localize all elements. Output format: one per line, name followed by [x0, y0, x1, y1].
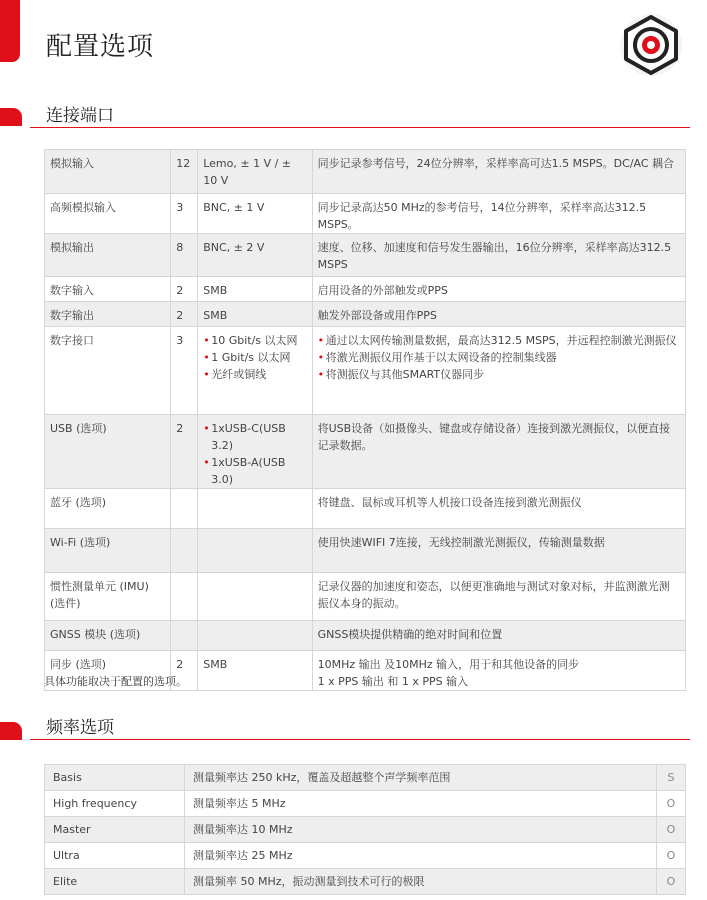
port-count-cell: 2: [171, 277, 198, 302]
table-row: [45, 194, 686, 234]
port-count-cell: 3: [171, 194, 198, 234]
spec-line: SMB: [203, 284, 228, 297]
port-spec-cell: [198, 651, 312, 691]
freq-name-cell: Basis: [45, 765, 185, 791]
port-name-cell: 数字输入: [45, 277, 171, 302]
port-name-cell: USB (选项): [45, 415, 171, 489]
desc-bullet-item: • 将测振仪与其他SMART仪器同步: [318, 366, 680, 383]
table-row: [45, 415, 686, 489]
port-spec-cell: [198, 415, 312, 489]
section-divider: [30, 127, 690, 128]
port-desc-cell: [312, 327, 685, 415]
table-row: [45, 621, 686, 651]
port-name-cell: 高频模拟输入: [45, 194, 171, 234]
port-name-cell: 同步 (选项): [45, 651, 171, 691]
freq-name-cell: Ultra: [45, 843, 185, 869]
port-spec-cell: [198, 327, 312, 415]
port-name-cell: 数字接口: [45, 327, 171, 415]
port-name-cell: 模拟输出: [45, 234, 171, 277]
port-count-cell: 2: [171, 415, 198, 489]
port-name-cell: 惯性测量单元 (IMU) (选件): [45, 573, 171, 621]
port-count-cell: 8: [171, 234, 198, 277]
spec-line: SMB: [203, 309, 228, 322]
port-spec-cell: [198, 234, 312, 277]
section-divider: [30, 739, 690, 740]
section-title-freq: 频率选项: [46, 718, 114, 738]
port-spec-cell: [198, 621, 312, 651]
port-desc-cell: [312, 651, 685, 691]
port-desc-cell: [312, 529, 685, 573]
port-spec-cell: [198, 573, 312, 621]
desc-line: 速度、位移、加速度和信号发生器输出，16位分辨率，采样率高达312.5 MSPS: [317, 241, 672, 271]
freq-name-cell: High frequency: [45, 791, 185, 817]
freq-name-cell: Master: [45, 817, 185, 843]
table-row: [45, 869, 686, 895]
table-row: [45, 573, 686, 621]
port-count-cell: 2: [171, 302, 198, 327]
spec-bullet-item: • 1xUSB-C(USB 3.2): [203, 420, 306, 454]
port-count-cell: [171, 529, 198, 573]
freq-desc-cell: 测量频率达 10 MHz: [185, 817, 657, 843]
port-desc-cell: [312, 194, 685, 234]
spec-line: SMB: [203, 658, 228, 671]
desc-line: 同步记录高达50 MHz的参考信号，14位分辨率，采样率高达312.5 MSPS。: [317, 201, 647, 231]
lens-target-icon: [619, 13, 683, 77]
red-corner-tab: [0, 0, 20, 62]
port-desc-cell: [312, 277, 685, 302]
table-row: [45, 234, 686, 277]
freq-desc-cell: 测量频率 50 MHz，振动测量到技术可行的极限: [185, 869, 657, 895]
freq-name-cell: Elite: [45, 869, 185, 895]
table-row: [45, 791, 686, 817]
page-title: 配置选项: [46, 32, 155, 62]
port-desc-cell: [312, 489, 685, 529]
port-desc-cell: [312, 150, 685, 194]
table-row: [45, 277, 686, 302]
port-count-cell: [171, 621, 198, 651]
desc-line: 触发外部设备或用作PPS: [317, 309, 437, 322]
port-desc-cell: [312, 234, 685, 277]
frequency-table: [44, 764, 686, 895]
table-row: [45, 843, 686, 869]
desc-line: GNSS模块提供精确的绝对时间和位置: [317, 628, 503, 641]
spec-bullet-item: • 1 Gbit/s 以太网: [203, 349, 306, 366]
freq-mark-cell: O: [657, 817, 686, 843]
port-count-cell: [171, 573, 198, 621]
desc-bullet-item: • 通过以太网传输测量数据，最高达312.5 MSPS，并远程控制激光测振仪: [318, 332, 680, 349]
table-row: [45, 150, 686, 194]
table-row: [45, 765, 686, 791]
freq-desc-cell: 测量频率达 5 MHz: [185, 791, 657, 817]
desc-bullet-item: • 将激光测振仪用作基于以太网设备的控制集线器: [318, 349, 680, 366]
desc-line: 启用设备的外部触发或PPS: [317, 284, 448, 297]
port-name-cell: 蓝牙 (选项): [45, 489, 171, 529]
port-desc-cell: [312, 621, 685, 651]
freq-mark-cell: S: [657, 765, 686, 791]
freq-mark-cell: O: [657, 843, 686, 869]
spec-line: BNC, ± 1 V: [203, 201, 265, 214]
table-row: [45, 327, 686, 415]
port-spec-cell: [198, 150, 312, 194]
port-name-cell: Wi-Fi (选项): [45, 529, 171, 573]
port-spec-cell: [198, 489, 312, 529]
port-name-cell: GNSS 模块 (选项): [45, 621, 171, 651]
spec-bullet-item: • 1xUSB-A(USB 3.0): [203, 454, 306, 488]
desc-line: 同步记录参考信号，24位分辨率，采样率高可达1.5 MSPS。DC/AC 耦合: [317, 157, 675, 170]
desc-line: 1 x PPS 输出 和 1 x PPS 输入: [317, 675, 469, 688]
spec-line: Lemo, ± 1 V / ± 10 V: [203, 157, 292, 187]
ports-table: [44, 149, 686, 691]
footnote: 具体功能取决于配置的选项。: [44, 675, 187, 688]
port-count-cell: [171, 489, 198, 529]
desc-line: 记录仪器的加速度和姿态，以便更准确地与测试对象对标，并监测激光测振仪本身的振动。: [317, 580, 670, 610]
desc-line: 将USB设备（如摄像头、键盘或存储设备）连接到激光测振仪，以便直接记录数据。: [317, 422, 671, 452]
port-count-cell: 2: [171, 651, 198, 691]
desc-line: 10MHz 输出 及10MHz 输入，用于和其他设备的同步: [317, 658, 580, 671]
port-desc-cell: [312, 415, 685, 489]
spec-bullet-item: • 10 Gbit/s 以太网: [203, 332, 306, 349]
table-row: [45, 302, 686, 327]
spec-line: BNC, ± 2 V: [203, 241, 265, 254]
section-marker: [0, 722, 22, 740]
spec-bullet-item: • 光纤或铜线: [203, 366, 306, 383]
table-row: [45, 529, 686, 573]
freq-mark-cell: O: [657, 791, 686, 817]
port-spec-cell: [198, 302, 312, 327]
freq-mark-cell: O: [657, 869, 686, 895]
desc-line: 使用快速WIFI 7连接，无线控制激光测振仪，传输测量数据: [317, 536, 605, 549]
section-title-ports: 连接端口: [46, 106, 114, 126]
port-name-cell: 数字输出: [45, 302, 171, 327]
port-desc-cell: [312, 573, 685, 621]
port-name-cell: 模拟输入: [45, 150, 171, 194]
port-count-cell: 12: [171, 150, 198, 194]
freq-desc-cell: 测量频率达 25 MHz: [185, 843, 657, 869]
table-row: [45, 817, 686, 843]
port-spec-cell: [198, 277, 312, 302]
port-count-cell: 3: [171, 327, 198, 415]
freq-desc-cell: 测量频率达 250 kHz，覆盖及超越整个声学频率范围: [185, 765, 657, 791]
port-spec-cell: [198, 529, 312, 573]
table-row: [45, 489, 686, 529]
port-desc-cell: [312, 302, 685, 327]
section-marker: [0, 108, 22, 126]
desc-line: 将键盘、鼠标或耳机等人机接口设备连接到激光测振仪: [317, 496, 582, 509]
port-spec-cell: [198, 194, 312, 234]
